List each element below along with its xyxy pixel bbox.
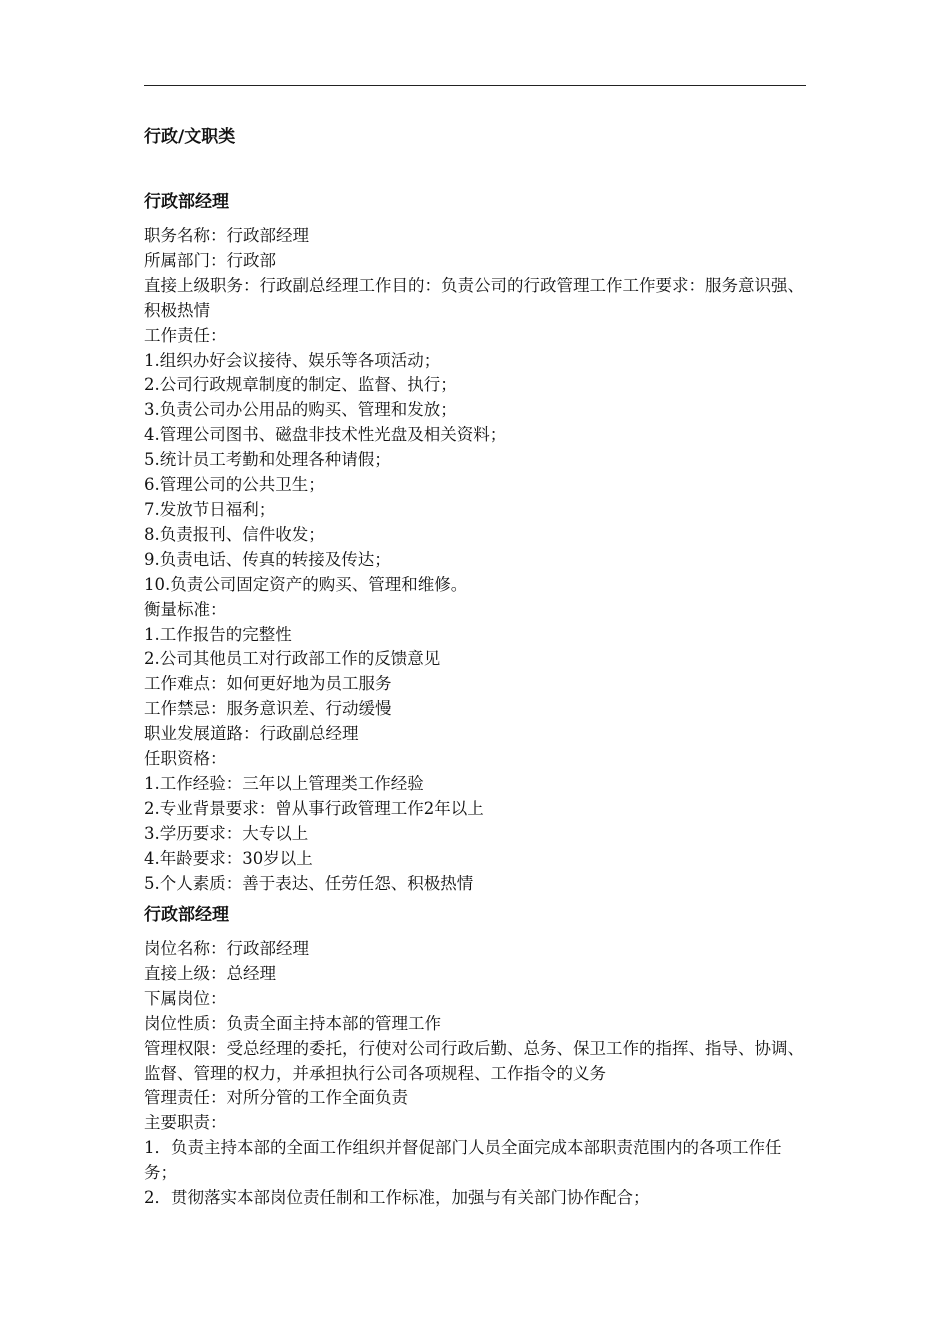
list-item: 7.发放节日福利； [144, 499, 276, 519]
job-section [144, 191, 812, 896]
text-line: 主要职责： [144, 1113, 227, 1133]
list-item: 2.公司其他员工对行政部工作的反馈意见 [144, 649, 441, 669]
list-item: 2．贯彻落实本部岗位责任制和工作标准，加强与有关部门协作配合； [144, 1188, 650, 1208]
list-item: 2.专业背景要求：曾从事行政管理工作2年以上 [144, 798, 484, 818]
text-line: 直接上级：总经理 [144, 963, 276, 983]
list-item: 3.学历要求：大专以上 [144, 823, 309, 843]
section-heading: 行政部经理 [144, 905, 229, 925]
text-line: 工作难点：如何更好地为员工服务 [144, 674, 392, 694]
list-item: 1.工作报告的完整性 [144, 624, 292, 644]
list-item: 1．负责主持本部的全面工作组织并督促部门人员全面完成本部职责范围内的各项工作任务； [144, 1138, 782, 1183]
list-item: 9.负责电话、传真的转接及传达； [144, 549, 391, 569]
text-line: 岗位性质：负责全面主持本部的管理工作 [144, 1013, 441, 1033]
text-line: 岗位名称：行政部经理 [144, 939, 309, 958]
list-item: 3.负责公司办公用品的购买、管理和发放； [144, 400, 457, 420]
text-line: 管理权限：受总经理的委托，行使对公司行政后勤、总务、保卫工作的指挥、指导、协调、监督、管理的权力，并承担执行公司各项规程、工作指令的义务 [144, 1038, 804, 1083]
text-line: 衡量标准： [144, 599, 227, 619]
list-item: 4.年龄要求：30岁以上 [144, 848, 313, 868]
text-line: 直接上级职务：行政副总经理工作目的：负责公司的行政管理工作工作要求：服务意识强、积极热情 [144, 275, 804, 320]
header-divider [144, 85, 806, 86]
list-item: 2.公司行政规章制度的制定、监督、执行； [144, 375, 457, 395]
job-section [144, 904, 812, 1211]
list-item: 5.统计员工考勤和处理各种请假； [144, 450, 391, 470]
text-line: 职业发展道路：行政副总经理 [144, 724, 359, 744]
list-item: 6.管理公司的公共卫生； [144, 475, 325, 495]
list-item: 5.个人素质：善于表达、任劳任怨、积极热情 [144, 873, 474, 893]
text-line: 工作责任： [144, 325, 227, 345]
list-item: 4.管理公司图书、磁盘非技术性光盘及相关资料； [144, 425, 507, 445]
list-item: 1.组织办好会议接待、娱乐等各项活动； [144, 350, 441, 370]
list-item: 10.负责公司固定资产的购买、管理和维修。 [144, 574, 468, 594]
text-line: 职务名称：行政部经理 [144, 226, 309, 245]
text-line: 工作禁忌：服务意识差、行动缓慢 [144, 699, 392, 719]
list-item: 1.工作经验：三年以上管理类工作经验 [144, 773, 424, 793]
section-heading: 行政部经理 [144, 192, 229, 212]
category-title: 行政/文职类 [144, 127, 236, 147]
text-line: 任职资格： [144, 749, 227, 769]
list-item: 8.负责报刊、信件收发； [144, 524, 325, 544]
text-line: 下属岗位： [144, 988, 227, 1008]
text-line: 管理责任：对所分管的工作全面负责 [144, 1088, 408, 1108]
text-line: 所属部门：行政部 [144, 250, 276, 270]
